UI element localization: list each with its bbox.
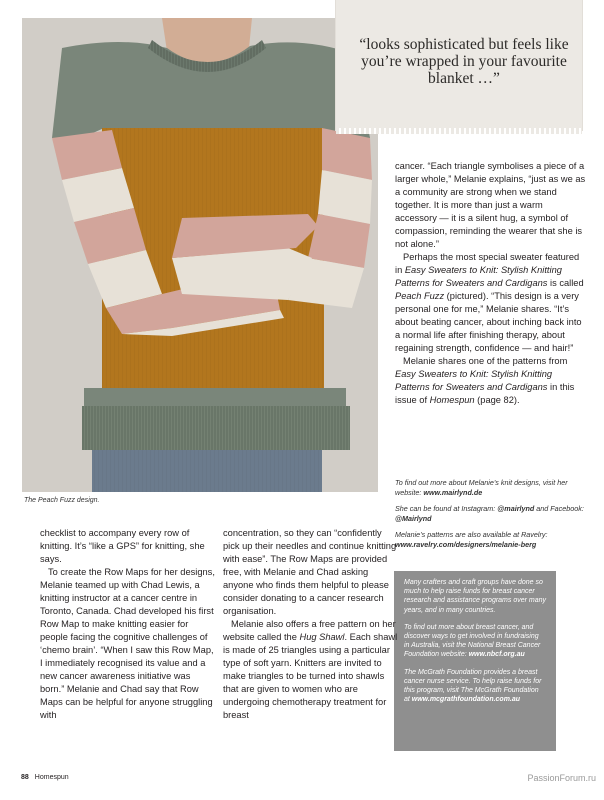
facebook-link[interactable]: @Mairlynd — [395, 513, 432, 523]
col2-paragraph-2: Melanie also offers a free pattern on her website called the Hug Shawl. Each shawl is made of 25 triangles using a particular type of soft yarn. Knitters are invited to make triangles to be turned into shawls that are given to women who are undergoing chemotherapy treatment for breast — [223, 619, 398, 720]
col1-paragraph-1: checklist to accompany every row of knitting. It’s “like a GPS” for knitting, she says. — [40, 528, 205, 564]
page-footer — [21, 774, 69, 781]
social-info: She can be found at Instagram: @mairlynd and Facebook: @Mairlynd — [395, 504, 584, 523]
instagram-link[interactable]: @mairlynd — [497, 504, 535, 513]
bottom-column-1 — [40, 527, 216, 722]
col1-paragraph-2: To create the Row Maps for her designs, Melanie teamed up with Chad Lewis, a knitting instructor at a cancer centre in Toronto, Canada. Chad developed his first Row Map to make knitting easier for people facing the cognitive challenges of ‘chemo brain’. “When I saw this Row Map, I immediately recognised its value and a new cancer awareness initiative was born.” Melanie and Chad say that Row Maps can be helpful for anyone struggling with — [40, 567, 215, 720]
photo-caption: The Peach Fuzz design. — [24, 497, 100, 504]
pull-quote: “looks sophisticated but feels like you’re wrapped in your favourite blanket …” — [359, 36, 569, 87]
info-block — [395, 478, 587, 556]
website-info: To find out more about Melanie’s knit designs, visit her website: www.mairlynd.de — [395, 478, 568, 497]
right-paragraph-1: cancer. “Each triangle symbolises a piece of a larger whole,” Melanie explains, “just as we as a community are strong when we stand together. It is more than just a warm accessory — it is a silent hug, a symbol of compassion, reminding the wearer that she is not alone.” — [395, 161, 586, 249]
ravelry-info: Melanie’s patterns are also available at Ravelry: www.ravelry.com/designers/melanie-berg — [395, 530, 548, 549]
sweater-photo — [22, 18, 378, 492]
mcgrath-link[interactable]: www.mcgrathfoundation.com.au — [411, 696, 521, 704]
greybox-paragraph-2: To find out more about breast cancer, and discover ways to get involved in fundraising in Australia, visit the National Breast Cancer Foundation website: www.nbcf.org.au — [404, 623, 541, 659]
bottom-column-2 — [223, 527, 399, 722]
ravelry-link[interactable]: www.ravelry.com/designers/melanie-berg — [395, 539, 537, 549]
col2-paragraph-1: concentration, so they can “confidently pick up their needles and continue knitting with ease”. The Row Maps are provided free, with Melanie and Chad asking anyone who finds them helpful to please consider donating to a cancer research organisation. — [223, 528, 397, 616]
right-paragraph-3: Melanie shares one of the patterns from Easy Sweaters to Knit: Stylish Knitting Patterns for Sweaters and Cardigans in this issue of Homespun (page 82). — [395, 356, 575, 405]
pull-quote-card — [336, 0, 582, 130]
greybox-paragraph-1: Many crafters and craft groups have done so much to help raise funds for breast cancer research and assistance programs over many years, and in many countries. — [404, 579, 547, 614]
watermark: PassionForum.ru — [527, 773, 596, 783]
greybox-paragraph-3: The McGrath Foundation provides a breast cancer nurse service. To help raise funds for this program, visit The McGrath Foundation at www.mcgrathfoundation.com.au — [404, 668, 542, 704]
sweater-illustration — [22, 18, 378, 492]
right-paragraph-2: Perhaps the most special sweater featured in Easy Sweaters to Knit: Stylish Knitting Patterns for Sweaters and Cardigans is called Peach Fuzz (pictured). “This design is a very personal one for me,” Melanie shares. “It’s about beating cancer, about inching back into a normal life after finishing therapy, about regaining strength, confidence — and hair!” — [395, 252, 584, 353]
page-number: 88 — [21, 774, 29, 781]
nbcf-link[interactable]: www.nbcf.org.au — [468, 651, 525, 659]
magazine-name: Homespun — [34, 774, 69, 781]
right-column — [395, 160, 587, 407]
website-link[interactable]: www.mairlynd.de — [423, 487, 483, 497]
fundraising-box — [394, 571, 556, 751]
